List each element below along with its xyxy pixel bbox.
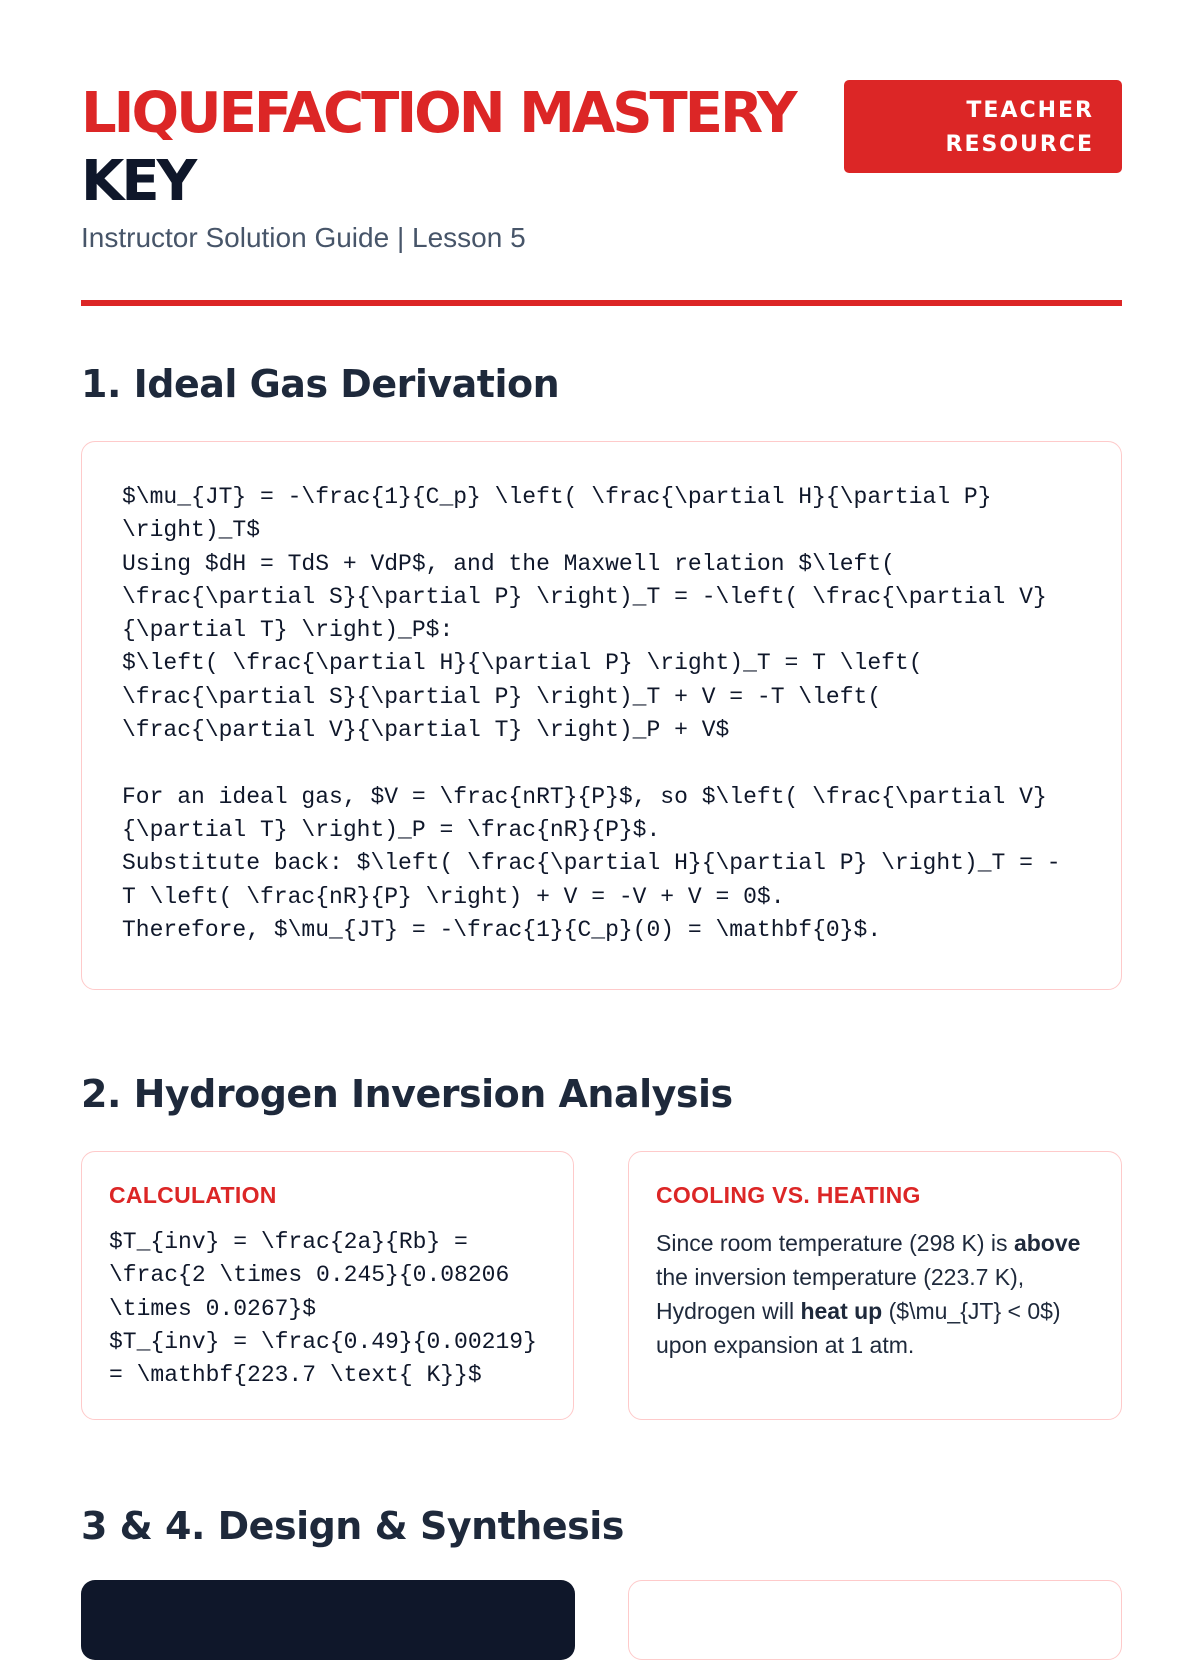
derivation-line: \frac{\partial S}{\partial P} \right)_T = -\left( \frac{\partial V} <box>122 583 1047 610</box>
page-title-line2: KEY <box>81 149 195 214</box>
teacher-resource-badge <box>844 80 1122 173</box>
page-subtitle: Instructor Solution Guide | Lesson 5 <box>81 222 526 253</box>
derivation-line: {\partial T} \right)_P$: <box>122 617 454 644</box>
calculation-line: \frac{2 \times 0.245}{0.08206 <box>109 1262 510 1289</box>
derivation-line: For an ideal gas, $V = \frac{nRT}{P}$, so $\left( \frac{\partial V} <box>122 783 1047 810</box>
derivation-line: Substitute back: $\left( \frac{\partial H}{\partial P} \right)_T = - <box>122 850 1061 877</box>
calculation-label: CALCULATION <box>109 1182 277 1208</box>
section-2-title: 2. Hydrogen Inversion Analysis <box>81 1072 733 1116</box>
badge-line2: RESOURCE <box>945 132 1094 157</box>
derivation-card <box>81 441 1122 990</box>
derivation-line: T \left( \frac{nR}{P} \right) + V = -V + V = 0$. <box>122 883 785 910</box>
synthesis-card <box>628 1580 1122 1660</box>
derivation-line: $\mu_{JT} = -\frac{1}{C_p} \left( \frac{\partial H}{\partial P} <box>122 484 992 510</box>
cooling-text-bold1: above <box>1013 1230 1081 1256</box>
cooling-text-part1: Since room temperature (298 K) is <box>656 1230 1014 1256</box>
design-card-dark <box>81 1580 575 1660</box>
calculation-line: $T_{inv} = \frac{0.49}{0.00219} <box>109 1328 537 1355</box>
cooling-text-part3: ($\mu_{JT} < 0$) upon expansion at 1 atm. <box>656 1298 1061 1358</box>
calculation-text <box>109 1226 537 1392</box>
page-title-line1: LIQUEFACTION MASTERY <box>81 81 795 146</box>
derivation-line: Therefore, $\mu_{JT} = -\frac{1}{C_p}(0) = \mathbf{0}$. <box>122 916 882 943</box>
derivation-line: \right)_T$ <box>122 517 261 544</box>
section-1-title: 1. Ideal Gas Derivation <box>81 362 560 406</box>
derivation-line: \frac{\partial V}{\partial T} \right)_P + V$ <box>122 717 730 744</box>
cooling-text-bold2: heat up <box>800 1298 883 1324</box>
badge-line1: TEACHER <box>966 98 1094 123</box>
header-divider <box>81 300 1122 306</box>
cooling-text-part2: the inversion temperature (223.7 K), Hydrogen will <box>656 1264 1025 1324</box>
section-3-title: 3 & 4. Design & Synthesis <box>81 1504 624 1548</box>
calculation-line: \times 0.0267}$ <box>109 1295 317 1322</box>
calculation-card <box>81 1151 574 1420</box>
derivation-line: $\left( \frac{\partial H}{\partial P} \right)_T = T \left( <box>122 650 923 677</box>
cooling-heating-label: COOLING VS. HEATING <box>656 1182 921 1208</box>
derivation-line: {\partial T} \right)_P = \frac{nR}{P}$. <box>122 816 661 843</box>
derivation-text <box>122 481 1061 947</box>
derivation-line <box>122 747 1061 780</box>
cooling-heating-text <box>656 1226 1096 1362</box>
calculation-line: = \mathbf{223.7 \text{ K}}$ <box>109 1362 482 1389</box>
calculation-line: $T_{inv} = \frac{2a}{Rb} = <box>109 1229 468 1255</box>
derivation-line: Using $dH = TdS + VdP$, and the Maxwell relation $\left( <box>122 550 895 577</box>
cooling-heating-card <box>628 1151 1122 1420</box>
derivation-line: \frac{\partial S}{\partial P} \right)_T + V = -T \left( <box>122 683 882 710</box>
header <box>81 80 1122 270</box>
